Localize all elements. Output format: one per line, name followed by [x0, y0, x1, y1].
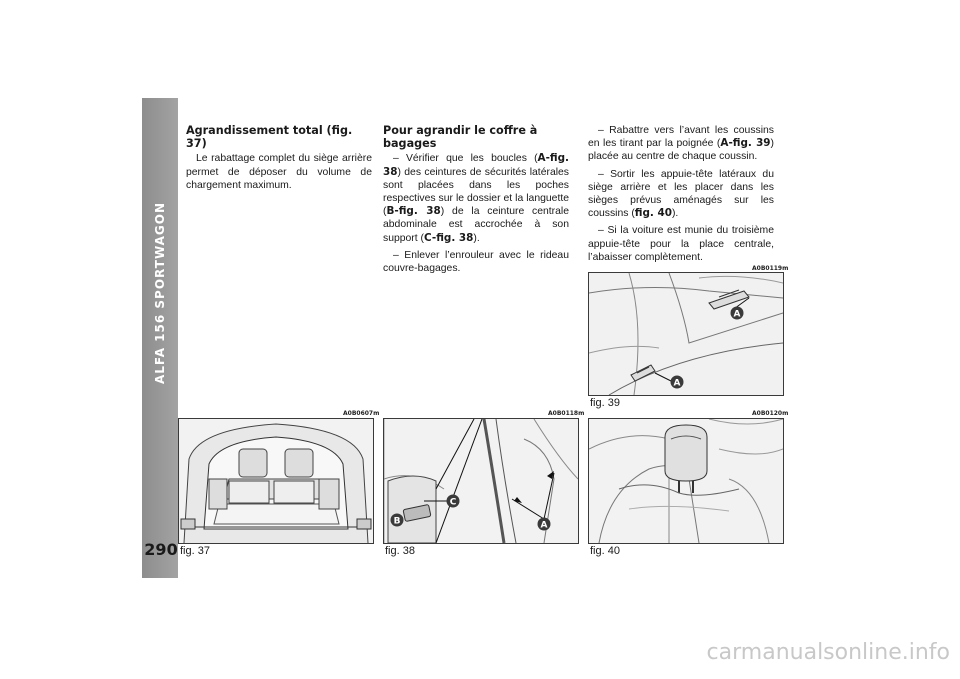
sidebar-band — [142, 98, 178, 578]
text-run: ). — [473, 232, 480, 244]
text-run: ) placée au centre de chaque coussin. — [588, 138, 774, 163]
paragraph-3: – Enlever l’enrouleur avec le rideau couvre-bagages. — [383, 249, 569, 275]
fig40-label: fig. 40 — [590, 545, 620, 557]
text-run: ). — [671, 208, 679, 220]
sidebar-title-text: ALFA 156 SPORTWAGON — [153, 201, 167, 385]
fig40-code: A0B0120m — [752, 410, 789, 417]
text-column-2 — [383, 124, 569, 279]
fig39-label: fig. 39 — [590, 397, 620, 409]
text-run: ) de la ceinture centrale abdominale est accrochée à son support ( — [383, 206, 569, 244]
figure-39 — [588, 272, 784, 396]
paragraph-5 — [588, 168, 774, 221]
text-run: – Sortir les appuie-tête latéraux du siège arrière et les placer dans les sièges prévus aménagés sur les coussins ( — [588, 168, 774, 220]
fig38-illustration — [384, 419, 578, 543]
text-column-3 — [588, 124, 774, 268]
text-run: – Vérifier que les boucles ( — [393, 153, 538, 165]
paragraph-2 — [383, 152, 569, 244]
fig-reference: C-fig. 38 — [424, 231, 474, 244]
fig38-label: fig. 38 — [385, 545, 415, 557]
fig-reference: B-fig. 38 — [386, 205, 441, 218]
paragraph-6: – Si la voiture est munie du troisième appuie-tête pour la place centrale, l’abaisser complètement. — [588, 225, 774, 263]
fig37-illustration — [179, 419, 373, 543]
fig38-callout-a: A — [540, 520, 548, 531]
figure-37 — [178, 418, 374, 544]
figure-40 — [588, 418, 784, 544]
text-run: ) des ceintures de sécurités latérales sont placées dans les poches respectives sur le dossier et la languette ( — [383, 166, 569, 218]
fig39-callout-a-bottom: A — [673, 378, 681, 389]
fig38-callout-b: B — [393, 516, 401, 527]
fig38-code: A0B0118m — [548, 410, 585, 417]
section-heading-2: Pour agrandir le coffre à bagages — [383, 124, 538, 151]
fig39-callout-a-top: A — [733, 309, 741, 320]
page-number: 290 — [144, 540, 178, 559]
paragraph-1: Le rabattage complet du siège arrière permet de déposer du volume de chargement maximum. — [186, 153, 372, 191]
sidebar-title — [142, 168, 178, 418]
paragraph-4 — [588, 124, 774, 164]
fig-reference: A-fig. 38 — [383, 152, 569, 178]
figure-38 — [383, 418, 579, 544]
fig37-code: A0B0607m — [343, 410, 380, 417]
fig-reference: A-fig. 39 — [720, 137, 771, 150]
fig39-illustration — [589, 273, 783, 395]
fig-reference: fig. 40 — [634, 207, 672, 220]
fig37-label: fig. 37 — [180, 545, 210, 557]
section-heading-1: Agrandissement total (fig. 37) — [186, 124, 353, 151]
fig38-callout-c: C — [449, 497, 457, 508]
watermark: carmanualsonline.info — [706, 640, 950, 665]
text-column-1 — [186, 124, 372, 196]
fig40-illustration — [589, 419, 783, 543]
text-run: – Rabattre vers l’avant les coussins en les tirant par la poignée ( — [588, 125, 774, 150]
fig39-code: A0B0119m — [752, 265, 789, 272]
